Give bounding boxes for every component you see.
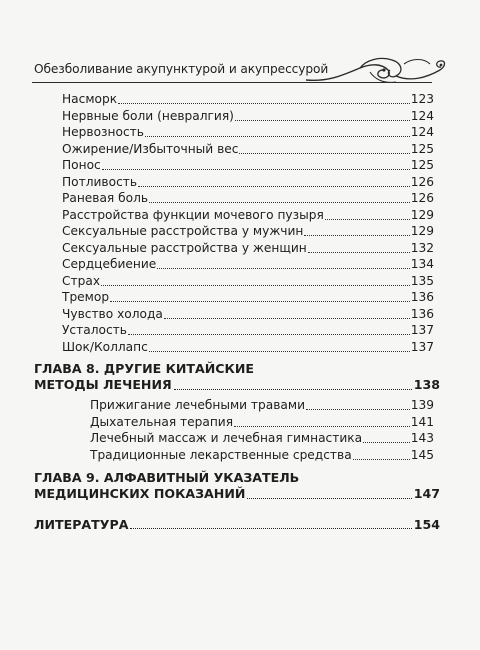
- toc-entry[interactable]: [62, 108, 434, 124]
- entry-title: Потливость: [62, 174, 138, 189]
- dot-leader: [128, 334, 410, 335]
- toc-entry[interactable]: [62, 124, 434, 140]
- toc-entry[interactable]: [62, 174, 434, 190]
- entry-title: Традиционные лекарственные средства: [90, 447, 352, 462]
- toc-entry[interactable]: [90, 447, 434, 463]
- toc-entry[interactable]: [62, 240, 434, 256]
- dot-leader: [110, 301, 410, 302]
- entry-page: 123: [410, 92, 434, 106]
- dot-leader: [149, 202, 410, 203]
- entry-page: 132: [410, 240, 434, 255]
- toc-entry[interactable]: [62, 273, 434, 289]
- toc-entry[interactable]: [62, 322, 434, 338]
- dot-leader: [101, 285, 410, 286]
- entry-page: 124: [410, 125, 434, 139]
- chapter-page: 147: [413, 486, 440, 501]
- dot-leader: [149, 351, 410, 352]
- toc-entry[interactable]: [62, 207, 434, 223]
- literature-page: 154: [413, 517, 440, 532]
- dot-leader: [306, 409, 410, 410]
- dot-leader: [363, 442, 410, 443]
- entry-title: Сердцебиение: [62, 257, 157, 271]
- dot-leader: [164, 318, 410, 319]
- entry-page: 137: [410, 339, 434, 354]
- entry-title: Прижигание лечебными травами: [90, 398, 306, 412]
- chapter-title-line2-row: [34, 486, 440, 502]
- toc-chapter-8[interactable]: [34, 361, 440, 393]
- entry-page: 136: [410, 306, 434, 321]
- entry-title: Нервозность: [62, 125, 144, 139]
- dot-leader: [118, 103, 410, 104]
- entry-title: Насморк: [62, 92, 118, 106]
- dot-leader: [174, 389, 412, 390]
- toc-entry[interactable]: [90, 397, 434, 413]
- toc-entry[interactable]: [62, 256, 434, 272]
- chapter-title-line1: ГЛАВА 8. ДРУГИЕ КИТАЙСКИЕ: [34, 361, 254, 376]
- toc-literature[interactable]: [34, 516, 440, 532]
- toc-entry[interactable]: [62, 157, 434, 173]
- entry-page: 124: [410, 108, 434, 123]
- dot-leader: [325, 219, 410, 220]
- dot-leader: [235, 120, 410, 121]
- entry-title: Тремор: [62, 290, 110, 304]
- entry-title: Сексуальные расстройства у мужчин: [62, 224, 304, 238]
- chapter-title-line1: ГЛАВА 9. АЛФАВИТНЫЙ УКАЗАТЕЛЬ: [34, 470, 300, 485]
- toc-entry[interactable]: [62, 141, 434, 157]
- toc-entry[interactable]: [90, 414, 434, 430]
- entry-page: 139: [410, 398, 434, 412]
- chapter-title-line2-row: [34, 377, 440, 393]
- entry-page: 129: [410, 224, 434, 238]
- chapter-title-line2: МЕТОДЫ ЛЕЧЕНИЯ: [34, 377, 172, 392]
- entry-title: Усталость: [62, 323, 127, 337]
- entry-page: 143: [410, 431, 434, 445]
- toc-entry[interactable]: [62, 289, 434, 305]
- entry-page: 126: [410, 191, 434, 205]
- literature-title: ЛИТЕРАТУРА: [34, 517, 129, 532]
- entry-page: 125: [410, 158, 434, 172]
- entry-title: Сексуальные расстройства у женщин: [62, 240, 307, 255]
- entry-title: Шок/Коллапс: [62, 339, 148, 354]
- toc-entry[interactable]: [62, 190, 434, 206]
- chapter-page: 138: [413, 377, 440, 392]
- dot-leader: [102, 169, 410, 170]
- entry-page: 136: [410, 290, 434, 304]
- entry-page: 145: [410, 447, 434, 462]
- entry-title: Страх: [62, 273, 101, 288]
- chapter-title-line2: МЕДИЦИНСКИХ ПОКАЗАНИЙ: [34, 486, 246, 501]
- toc-entry[interactable]: [62, 306, 434, 322]
- toc-chapter-9[interactable]: [34, 470, 440, 502]
- entry-title: Расстройства функции мочевого пузыря: [62, 207, 324, 222]
- entry-page: 141: [410, 414, 434, 429]
- toc-entry[interactable]: [62, 223, 434, 239]
- dot-leader: [239, 153, 409, 154]
- dot-leader: [304, 235, 409, 236]
- running-header-title: Обезболивание акупунктурой и акупрессурой: [34, 62, 329, 76]
- entry-page: 137: [410, 323, 434, 337]
- entry-title: Раневая боль: [62, 191, 149, 205]
- dot-leader: [353, 459, 410, 460]
- entry-page: 135: [410, 273, 434, 288]
- dot-leader: [308, 252, 410, 253]
- entry-page: 126: [410, 174, 434, 189]
- dot-leader: [234, 426, 410, 427]
- dot-leader: [130, 528, 411, 529]
- entry-page: 134: [410, 257, 434, 271]
- dot-leader: [138, 186, 410, 187]
- dot-leader: [247, 498, 411, 499]
- dot-leader: [145, 136, 410, 137]
- entry-page: 125: [410, 141, 434, 156]
- toc-entry[interactable]: [62, 339, 434, 355]
- entry-title: Ожирение/Избыточный вес: [62, 141, 239, 156]
- entry-title: Лечебный массаж и лечебная гимнастика: [90, 431, 363, 445]
- entry-title: Нервные боли (невралгия): [62, 108, 234, 123]
- dot-leader: [157, 268, 409, 269]
- entry-title: Понос: [62, 158, 101, 172]
- entry-title: Дыхательная терапия: [90, 414, 234, 429]
- entry-title: Чувство холода: [62, 306, 163, 321]
- toc-entry[interactable]: [62, 91, 434, 107]
- entry-page: 129: [410, 207, 434, 222]
- toc-entry[interactable]: [90, 430, 434, 446]
